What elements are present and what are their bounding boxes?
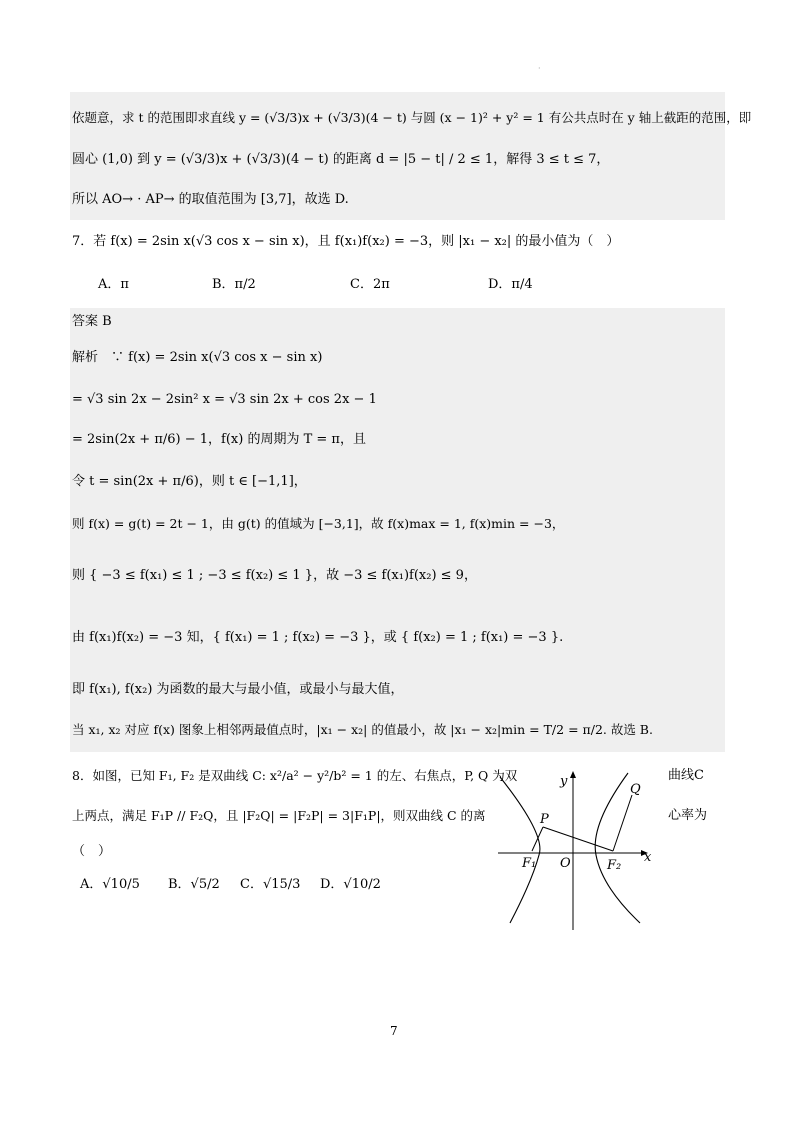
- answer7-line9: 当 x₁, x₂ 对应 f(x) 图象上相邻两最值点时，|x₁ − x₂| 的值最小，故 |x₁ − x₂|min = T/2 = π/2. 故选 B.: [72, 722, 653, 737]
- segment-p-f2: [543, 827, 613, 851]
- answer7-line6: 则 { −3 ≤ f(x₁) ≤ 1 ; −3 ≤ f(x₂) ≤ 1 }，故 −3 ≤ f(x₁)f(x₂) ≤ 9，: [72, 568, 477, 583]
- answer7-line5: 则 f(x) = g(t) = 2t − 1，由 g(t) 的值域为 [−3,1]，故 f(x)max = 1, f(x)min = −3，: [72, 516, 565, 531]
- answer7-line4: 令 t = sin(2x + π/6)，则 t ∈ [−1,1]，: [72, 474, 307, 489]
- label-o: O: [560, 856, 571, 871]
- question8-option-a: A．√10/5: [80, 877, 140, 892]
- question8-option-b: B．√5/2: [168, 877, 220, 892]
- question8-line1: 8．如图，已知 F₁, F₂ 是双曲线 C: x²/a² − y²/b² = 1 的左、右焦点，P, Q 为双: [72, 768, 518, 783]
- page-marker: ·: [538, 64, 541, 73]
- question8-option-c: C．√15/3: [240, 877, 301, 892]
- answer7-line1: 解析 ∵ f(x) = 2sin x(√3 cos x − sin x): [72, 350, 323, 365]
- question8-line1-tail: 曲线C: [668, 768, 704, 783]
- question7-option-b: B．π/2: [212, 277, 256, 292]
- page-number: 7: [390, 1024, 398, 1038]
- question7-option-c: C．2π: [350, 277, 390, 292]
- label-f1: F₁: [522, 856, 537, 871]
- question8-line2-tail: 心率为: [668, 808, 708, 823]
- question7-option-a: A．π: [98, 277, 129, 292]
- segment-f2-q: [613, 795, 632, 851]
- question8-option-d: D．√10/2: [320, 877, 381, 892]
- answer7-line2: = √3 sin 2x − 2sin² x = √3 sin 2x + cos 2x − 1: [72, 392, 377, 407]
- label-x: x: [644, 850, 652, 865]
- question8-line2: 上两点，满足 F₁P // F₂Q，且 |F₂Q| = |F₂P| = 3|F₁P|，则双曲线 C 的离: [72, 808, 486, 823]
- label-f2: F₂: [607, 858, 622, 873]
- solution6-line1: 依题意，求 t 的范围即求直线 y = (√3/3)x + (√3/3)(4 − t) 与圆 (x − 1)² + y² = 1 有公共点时在 y 轴上截距的范围，即: [72, 110, 752, 125]
- question7-stem: 7．若 f(x) = 2sin x(√3 cos x − sin x)，且 f(x₁)f(x₂) = −3，则 |x₁ − x₂| 的最小值为（ ）: [72, 234, 620, 249]
- answer7-line3: = 2sin(2x + π/6) − 1，f(x) 的周期为 T = π，且: [72, 432, 366, 447]
- hyperbola-left-branch: [500, 777, 540, 923]
- hyperbola-figure: [490, 765, 665, 935]
- solution6-line2: 圆心 (1,0) 到 y = (√3/3)x + (√3/3)(4 − t) 的距离 d = |5 − t| / 2 ≤ 1，解得 3 ≤ t ≤ 7，: [72, 152, 610, 167]
- label-y: y: [560, 774, 568, 789]
- answer7-answer: 答案 B: [72, 314, 112, 329]
- question8-line3: （ ）: [72, 844, 112, 859]
- label-q: Q: [630, 782, 641, 797]
- question7-option-d: D．π/4: [488, 277, 533, 292]
- y-axis-arrow: [570, 771, 576, 778]
- solution6-line3: 所以 AO→ · AP→ 的取值范围为 [3,7]，故选 D.: [72, 192, 349, 207]
- label-p: P: [540, 812, 549, 827]
- segment-f1-p: [532, 827, 543, 851]
- answer7-line8: 即 f(x₁), f(x₂) 为函数的最大与最小值，或最小与最大值，: [72, 682, 404, 697]
- answer7-line7: 由 f(x₁)f(x₂) = −3 知，{ f(x₁) = 1 ; f(x₂) = −3 }，或 { f(x₂) = 1 ; f(x₁) = −3 }.: [72, 630, 564, 645]
